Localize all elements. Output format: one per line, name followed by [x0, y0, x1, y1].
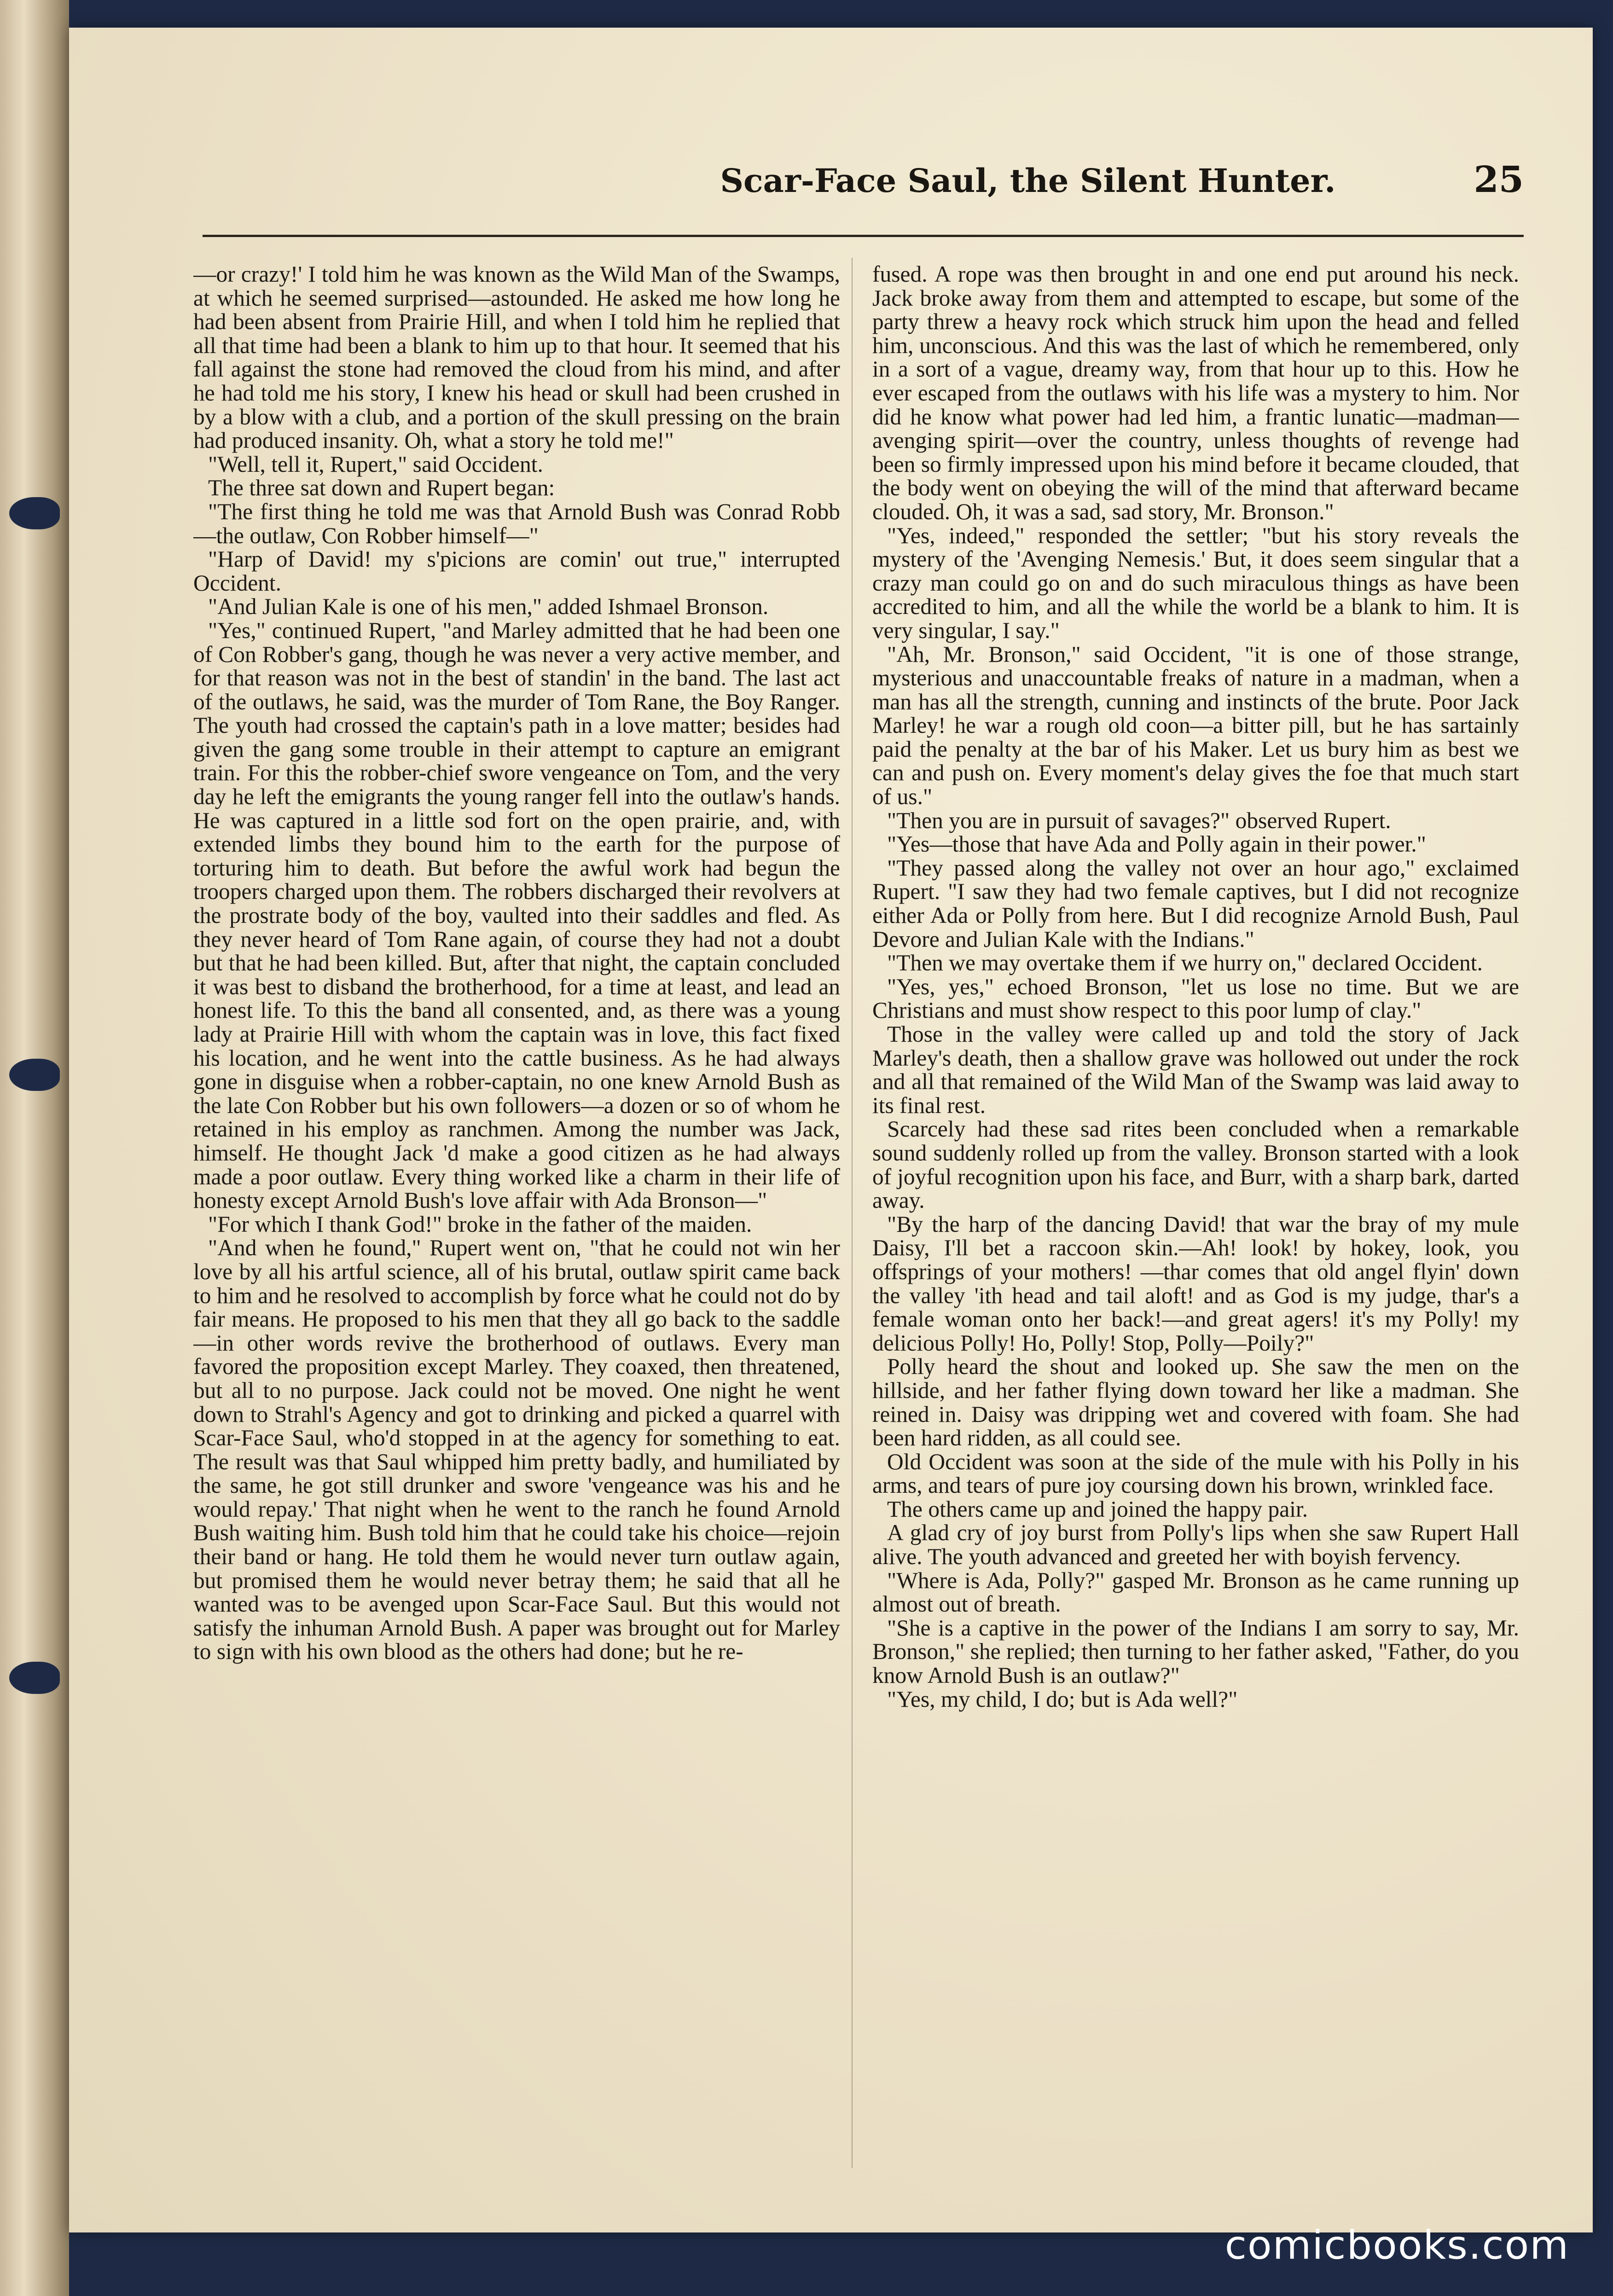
paragraph: "By the harp of the dancing David! that war the bray of my mule Daisy, I'll bet a raccoon skin.—Ah! look! by hokey, look, you offsprings of your mothers! —thar comes that old angel flyin' down the valley 'ith head and tail aloft! and as God is my judge, thar's a female woman onto her back!—and great agers! it's my Polly! my delicious Polly! Ho, Polly! Stop, Polly—Poily?" — [872, 1211, 1519, 1356]
paragraph: The three sat down and Rupert began: — [208, 475, 555, 501]
paragraph: "Then we may overtake them if we hurry on," declared Occident. — [887, 950, 1483, 976]
paragraph: "Yes, yes," echoed Bronson, "let us lose no time. But we are Christians and must show respect to this poor lump of clay." — [872, 974, 1519, 1023]
paragraph: Those in the valley were called up and told the story of Jack Marley's death, then a shallow grave was hollowed out under the rock and all that remained of the Wild Man of the Swamp was laid away to its final rest. — [872, 1021, 1519, 1118]
paragraph: "They passed along the valley not over an hour ago," exclaimed Rupert. "I saw they had two female captives, but I did not recognize either Ada or Polly from here. But I did recognize Arnold Bush, Paul Devore and Julian Kale with the Indians." — [872, 855, 1519, 952]
watermark: comicbooks.com — [1224, 2222, 1569, 2268]
page-number: 25 — [1474, 159, 1524, 201]
paragraph: Scarcely had these sad rites been concluded when a remarkable sound suddenly rolled up from the valley. Bronson started with a look of joyful recognition upon his face, and Burr, with a sharp bark, darted away. — [872, 1116, 1519, 1213]
paragraph: "And Julian Kale is one of his men," added Ishmael Bronson. — [208, 594, 769, 620]
page-header — [529, 159, 1524, 214]
binding-hole — [9, 497, 60, 529]
paragraph: Old Occident was soon at the side of the mule with his Polly in his arms, and tears of pure joy coursing down his brown, wrinkled face. — [872, 1449, 1519, 1498]
paragraph: "Yes, indeed," responded the settler; "but his story reveals the mystery of the 'Avenging Nemesis.' But, it does seem singular that a crazy man could go on and do such miraculous things as have been accredited to him, and all the while the world be a blank to him. It is very singular, I say." — [872, 522, 1519, 643]
paragraph: "Then you are in pursuit of savages?" observed Rupert. — [887, 807, 1391, 833]
paragraph: "Yes, my child, I do; but is Ada well?" — [887, 1686, 1238, 1712]
paragraph: "Where is Ada, Polly?" gasped Mr. Bronson as he came running up almost out of breath. — [872, 1567, 1519, 1617]
book-page — [69, 28, 1593, 2232]
header-rule — [203, 235, 1524, 237]
paragraph: "She is a captive in the power of the Indians I am sorry to say, Mr. Bronson," she replied; then turning to her father asked, "Father, do you know Arnold Bush is an outlaw?" — [872, 1615, 1519, 1688]
paragraph: —or crazy!' I told him he was known as the Wild Man of the Swamps, at which he seemed surprised—astounded. He asked me how long he had been absent from Prairie Hill, and when I told him he replied that all that time had been a blank to him up to that hour. It seemed that his fall against the stone had removed the cloud from his mind, and after he had told me his story, I knew his head or skull had been crushed in by a blow with a club, and a portion of the skull pressing on the brain had produced insanity. Oh, what a story he told me!" — [193, 262, 840, 453]
binding-spine — [0, 0, 69, 2296]
paragraph: Polly heard the shout and looked up. She saw the men on the hillside, and her father flying down toward her like a madman. She reined in. Daisy was dripping wet and covered with foam. She had been hard ridden, as all could see. — [872, 1354, 1519, 1451]
column-divider — [852, 258, 853, 2168]
paragraph: "And when he found," Rupert went on, "that he could not win her love by all his artful science, all of his brutal, outlaw spirit came back to him and he resolved to accomplish by force what he could not do by fair means. He proposed to his men that they all go back to the saddle—in other words revive the brotherhood of outlaws. Every man favored the proposition except Marley. They coaxed, then threatened, but all to no purpose. Jack could not be moved. One night he went down to Strahl's Agency and got to drinking and picked a quarrel with Scar-Face Saul, who'd stopped in at the agency for something to eat. The result was that Saul whipped him pretty badly, and humiliated by the same, he got still drunker and swore 'vengeance was his and he would repay.' That night when he went to the ranch he found Arnold Bush waiting him. Bush told him that he could take his choice—rejoin their band or hang. He told them he would never turn outlaw again, but promised them he would never betray them; he said that all he wanted was to be avenged upon Scar-Face Saul. But this would not satisfy the inhuman Arnold Bush. A paper was brought out for Marley to sign with his own blood as the others had done; but he re- — [193, 1235, 840, 1664]
paragraph: "Harp of David! my s'picions are comin' out true," interrupted Occident. — [193, 546, 840, 596]
binding-hole — [9, 1662, 60, 1694]
paragraph: fused. A rope was then brought in and one end put around his neck. Jack broke away from them and attempted to escape, but some of the party threw a heavy rock which struck him upon the head and felled him, unconscious. And this was the last of which he remembered, only in a sort of a vague, dreamy way, from that hour up to this. How he ever escaped from the outlaws with his life was a mystery to him. Nor did he know what power had led him, a frantic lunatic—madman—avenging spirit—over the country, unless thoughts of revenge had been so firmly impressed upon his mind before it became clouded, that the body went on obeying the will of the mind that afterward became clouded. Oh, it was a sad, sad story, Mr. Bronson." — [872, 262, 1519, 524]
left-column — [193, 262, 840, 2186]
running-title: Scar-Face Saul, the Silent Hunter. — [720, 162, 1336, 200]
paragraph: A glad cry of joy burst from Polly's lips when she saw Rupert Hall alive. The youth advanced and greeted her with boyish fervency. — [872, 1520, 1519, 1570]
paragraph: "Yes," continued Rupert, "and Marley admitted that he had been one of Con Robber's gang, though he was never a very active member, and for that reason was not in the best of standin' in the band. The last act of the outlaws, he said, was the murder of Tom Rane, the Boy Ranger. The youth had crossed the captain's path in a love matter; besides had given the gang some trouble in their attempt to capture an emigrant train. For this the robber-chief swore vengeance on Tom, and the very day he left the emigrants the young ranger fell into the outlaw's hands. He was captured in a little sod fort on the open prairie, and, with extended limbs they bound him to the earth for the purpose of torturing him to death. But before the awful work had begun the troopers charged upon them. The robbers discharged their revolvers at the prostrate body of the boy, vaulted into their saddles and fled. As they never heard of Tom Rane again, of course they had not a doubt but that he had been killed. But, after that night, the captain concluded it was best to disband the brotherhood, for a time at least, and lead an honest life. To this the band all consented, and, as there was a young lady at Prairie Hill with whom the captain was in love, this fact fixed his location, and he went into the cattle business. As he had always gone in disguise when a robber-captain, no one knew Arnold Bush as the late Con Robber but his own followers—a dozen or so of whom he retained in his employ as ranchmen. Among the number was Jack, himself. He thought Jack 'd make a good citizen as he had always made a poor outlaw. Every thing worked like a charm in their life of honesty except Arnold Bush's love affair with Ada Bronson—" — [193, 617, 840, 1213]
paragraph: "The first thing he told me was that Arnold Bush was Conrad Robb—the outlaw, Con Robber himself—" — [193, 499, 840, 548]
paragraph: "For which I thank God!" broke in the father of the maiden. — [208, 1211, 752, 1237]
paragraph: The others came up and joined the happy pair. — [887, 1496, 1308, 1522]
paragraph: "Well, tell it, Rupert," said Occident. — [208, 451, 543, 477]
paragraph: "Ah, Mr. Bronson," said Occident, "it is one of those strange, mysterious and unaccountable freaks of nature in a madman, when a man has all the strength, cunning and instincts of the brute. Poor Jack Marley! he war a rough old coon—a bitter pill, but he has sartainly paid the penalty at the bar of his Maker. Let us bury him as best we can and push on. Every moment's delay gives the foe that much start of us." — [872, 641, 1519, 810]
right-column — [872, 262, 1519, 2186]
paragraph: "Yes—those that have Ada and Polly again in their power." — [887, 831, 1426, 857]
binding-hole — [9, 1059, 60, 1091]
